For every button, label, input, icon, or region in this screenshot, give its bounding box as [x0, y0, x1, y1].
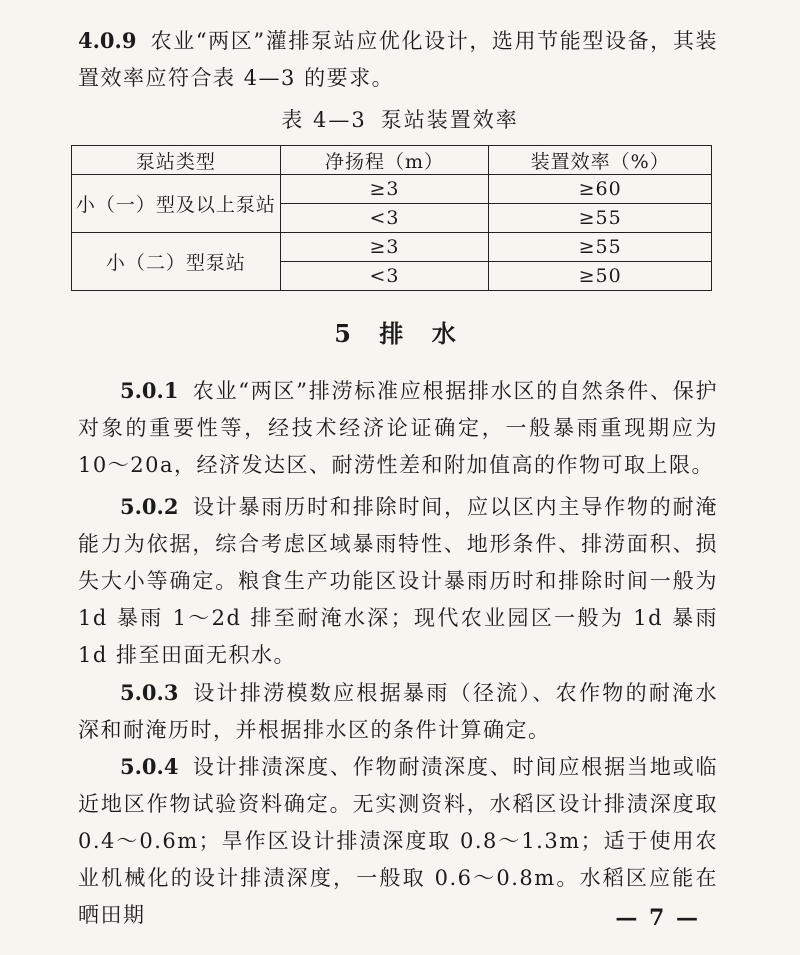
- chapter-heading: 5 排 水: [334, 319, 466, 348]
- header-net-lift: 净扬程（m）: [280, 146, 489, 175]
- page-number: — 7 —: [615, 905, 700, 931]
- section-text: 设计暴雨历时和排除时间，应以区内主导作物的耐淹能力为依据，综合考虑区域暴雨特性、地形条件、排涝面积、损失大小等确定。粮食生产功能区设计暴雨历时和排除时间一般为 1d 暴雨 1～2d 排至耐淹水深；现代农业园区一般为 1d 暴雨 1d 排至田面无积水。: [78, 495, 718, 667]
- table-row: [72, 175, 712, 204]
- efficiency-cell: ≥55: [489, 233, 712, 262]
- header-pump-type: 泵站类型: [72, 146, 281, 175]
- section-text: 农业“两区”排涝标准应根据排水区的自然条件、保护对象的重要性等，经技术经济论证确定，一般暴雨重现期应为 10～20a，经济发达区、耐涝性差和附加值高的作物可取上限。: [78, 379, 718, 477]
- efficiency-cell: ≥60: [489, 175, 712, 204]
- table-caption: [0, 104, 800, 134]
- section-text: 设计排渍深度、作物耐渍深度、时间应根据当地或临近地区作物试验资料确定。无实测资料，水稻区设计排渍深度取 0.4～0.6m；旱作区设计排渍深度取 0.8～1.3m；适于使用农业机械化的设计排渍深度，一般取 0.6～0.8m。水稻区应能在晒田期: [78, 755, 718, 927]
- section-number: 5.0.2: [120, 494, 179, 519]
- table-number: 表 4—3: [281, 108, 367, 132]
- net-lift-cell: ≥3: [280, 175, 489, 204]
- section-5-0-3: [78, 674, 718, 749]
- net-lift-cell: ≥3: [280, 233, 489, 262]
- pump-type-cell: 小（一）型及以上泵站: [72, 175, 281, 233]
- section-number: 5.0.3: [120, 680, 179, 705]
- efficiency-cell: ≥50: [489, 262, 712, 291]
- net-lift-cell: <3: [280, 204, 489, 233]
- table-row: [72, 233, 712, 262]
- net-lift-cell: <3: [280, 262, 489, 291]
- table-header-row: [72, 146, 712, 175]
- header-efficiency: 装置效率（%）: [489, 146, 712, 175]
- section-text: 设计排涝模数应根据暴雨（径流）、农作物的耐淹水深和耐淹历时，并根据排水区的条件计算确定。: [78, 681, 718, 742]
- section-5-0-1: [78, 372, 718, 484]
- pump-efficiency-table: [71, 145, 712, 291]
- section-number: 5.0.1: [120, 378, 179, 403]
- table-title: 泵站装置效率: [380, 108, 519, 132]
- section-text: 农业“两区”灌排泵站应优化设计，选用节能型设备，其装置效率应符合表 4—3 的要求。: [78, 29, 718, 90]
- section-4-0-9: [78, 22, 718, 97]
- section-number: 4.0.9: [78, 28, 137, 53]
- section-number: 5.0.4: [120, 754, 179, 779]
- efficiency-cell: ≥55: [489, 204, 712, 233]
- pump-type-cell: 小（二）型泵站: [72, 233, 281, 291]
- section-5-0-2: [78, 488, 718, 674]
